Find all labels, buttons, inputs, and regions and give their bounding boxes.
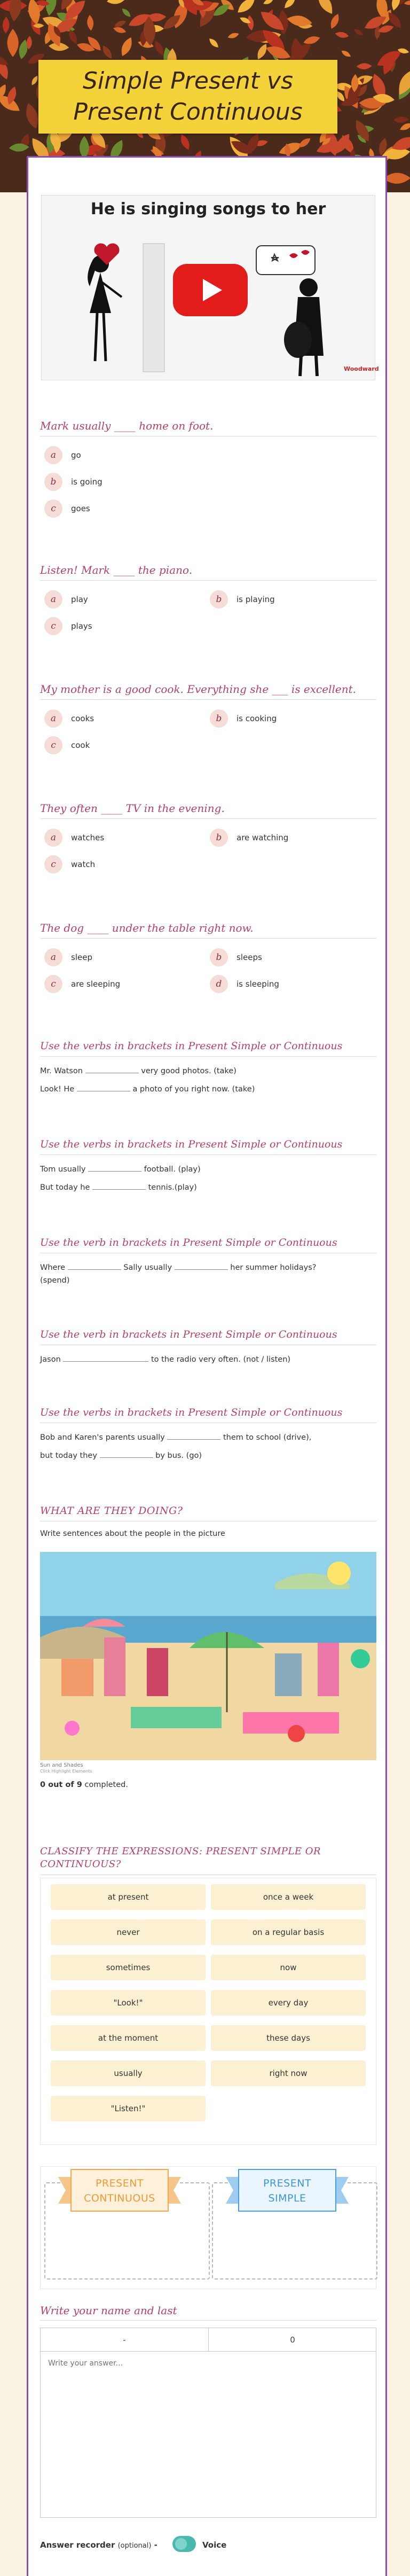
answer-blank[interactable]	[167, 1432, 220, 1440]
leaf-decoration	[30, 75, 39, 87]
man-with-guitar-figure	[277, 276, 346, 377]
divider	[40, 699, 376, 700]
fill-sentence	[40, 1164, 201, 1175]
option-letter[interactable]: b	[210, 590, 228, 608]
classify-heading-line-2: CONTINUOUS?	[40, 1859, 121, 1870]
fill-sentence	[40, 1432, 311, 1443]
name-heading: Write your name and last	[40, 2304, 177, 2317]
option-letter[interactable]: b	[210, 709, 228, 728]
name-answer-table	[40, 2328, 376, 2518]
video-watermark: Woodward	[344, 365, 379, 372]
leaf-decoration	[113, 19, 127, 29]
divider	[40, 2320, 376, 2321]
option-letter[interactable]: c	[44, 736, 62, 754]
fill-text-part: football. (play)	[144, 1165, 201, 1174]
recorder-label: Answer recorder	[40, 2540, 115, 2550]
fill-text-part: Jason	[40, 1355, 61, 1364]
leaf-decoration	[208, 37, 220, 49]
question-2: Listen! Mark ____ the piano.	[40, 564, 193, 576]
recorder-optional: (optional)	[117, 2542, 152, 2550]
video-player[interactable]	[41, 195, 379, 380]
divider	[40, 1154, 376, 1155]
option-letter[interactable]: b	[44, 473, 62, 491]
fill-heading-4: Use the verb in brackets in Present Simple or Continuous	[40, 1329, 337, 1340]
divider	[40, 1056, 376, 1057]
fill-text-part: Where	[40, 1263, 66, 1272]
leaf-decoration	[335, 31, 350, 39]
option-text[interactable]: cooks	[71, 714, 94, 723]
fill-text-part: her summer holidays?	[230, 1263, 317, 1272]
category-continuous-label	[73, 2171, 167, 2211]
fill-heading-2: Use the verbs in brackets in Present Simple or Continuous	[40, 1138, 343, 1150]
name-column-2[interactable]: 0	[209, 2328, 376, 2352]
title-line-1: Simple Present vs	[82, 67, 293, 95]
question-4: They often ____ TV in the evening.	[40, 802, 225, 815]
progress-suffix: completed.	[84, 1781, 128, 1789]
divider	[40, 938, 376, 939]
leaf-decoration	[7, 29, 19, 57]
leaf-decoration	[119, 36, 135, 58]
leaf-decoration	[100, 44, 114, 60]
option-letter[interactable]: a	[44, 446, 62, 464]
expression-chip[interactable]: at present	[51, 1884, 206, 1910]
option-text[interactable]: go	[71, 450, 81, 460]
option-text[interactable]: are sleeping	[71, 979, 121, 989]
expression-chip[interactable]: on a regular basis	[211, 1919, 366, 1945]
leaf-decoration	[302, 34, 321, 46]
divider	[40, 818, 376, 819]
option-text[interactable]: is cooking	[236, 714, 277, 723]
fill-text-part: but today they	[40, 1451, 97, 1460]
leaf-decoration	[357, 63, 372, 70]
fill-sentence	[40, 1084, 255, 1095]
expression-chip[interactable]: never	[51, 1919, 206, 1945]
option-text[interactable]: plays	[71, 621, 92, 631]
leaf-decoration	[121, 7, 132, 19]
leaf-decoration	[235, 0, 258, 16]
expression-chip[interactable]: at the moment	[51, 2025, 206, 2051]
expression-chip[interactable]: usually	[51, 2060, 206, 2086]
doing-instruction: Write sentences about the people in the picture	[40, 1529, 225, 1538]
leaf-decoration	[255, 42, 269, 61]
category-simple-line-1: PRESENT	[263, 2177, 312, 2189]
leaf-decoration	[340, 49, 352, 59]
answer-blank[interactable]	[100, 1450, 153, 1458]
beach-scene-image[interactable]	[40, 1552, 376, 1760]
option-text[interactable]: is sleeping	[236, 979, 279, 989]
recorder-dash: -	[154, 2540, 157, 2550]
fill-sentence: (spend)	[40, 1276, 70, 1285]
fill-text-part: Mr. Watson	[40, 1067, 83, 1075]
fill-sentence	[40, 1182, 197, 1193]
option-text[interactable]: goes	[71, 504, 90, 513]
leaf-decoration	[262, 0, 274, 6]
fill-text-part: very good photos. (take)	[141, 1067, 236, 1075]
fill-text-part: by bus. (go)	[155, 1451, 202, 1460]
question-5: The dog ____ under the table right now.	[40, 922, 254, 934]
fill-heading-1: Use the verbs in brackets in Present Simple or Continuous	[40, 1040, 343, 1052]
fill-text-part: Bob and Karen's parents usually	[40, 1433, 165, 1442]
heart-icon	[93, 243, 121, 266]
option-text[interactable]: is playing	[236, 595, 275, 604]
progress-count: 0 out of 9	[40, 1781, 82, 1789]
question-3: My mother is a good cook. Everything she ___ is excellent.	[40, 683, 356, 696]
leaf-decoration	[178, 133, 192, 152]
question-1: Mark usually ____ home on foot.	[40, 419, 214, 432]
leaf-decoration	[86, 14, 94, 31]
classify-heading: CLASSIFY THE EXPRESSIONS: PRESENT SIMPLE OR	[40, 1846, 321, 1857]
answer-blank[interactable]	[92, 1182, 146, 1190]
leaf-decoration	[314, 0, 336, 17]
expression-chip[interactable]: these days	[211, 2025, 366, 2051]
answer-blank[interactable]	[77, 1084, 130, 1091]
category-continuous-line-1: PRESENT	[95, 2177, 144, 2189]
expression-chip[interactable]: now	[211, 1955, 366, 1980]
play-icon[interactable]	[173, 264, 248, 316]
fill-text-part: Look! He	[40, 1085, 75, 1094]
leaf-decoration	[277, 139, 304, 158]
option-text[interactable]: play	[71, 595, 88, 604]
option-letter[interactable]: a	[44, 829, 62, 847]
page-title	[38, 60, 337, 134]
title-line-2: Present Continuous	[73, 98, 303, 126]
expression-chip[interactable]: "Look!"	[51, 1990, 206, 2016]
leaf-decoration	[113, 26, 127, 35]
answer-blank[interactable]	[85, 1066, 139, 1073]
fill-text-part: them to school (drive),	[223, 1433, 312, 1442]
expression-chip[interactable]: every day	[211, 1990, 366, 2016]
leaf-decoration	[8, 0, 23, 22]
leaf-decoration	[353, 27, 364, 37]
fill-sentence	[40, 1450, 202, 1461]
worksheet-card	[27, 156, 387, 2576]
expression-chip[interactable]: once a week	[211, 1884, 366, 1910]
option-text[interactable]: cook	[71, 740, 90, 750]
fill-sentence	[40, 1262, 316, 1273]
fill-text-part: But today he	[40, 1183, 90, 1192]
name-column-1[interactable]: -	[41, 2328, 209, 2352]
leaf-decoration	[383, 173, 410, 184]
fill-text-part: tennis.(play)	[148, 1183, 197, 1192]
fill-heading-5: Use the verbs in brackets in Present Simple or Continuous	[40, 1407, 343, 1418]
leaf-decoration	[399, 121, 410, 132]
option-text[interactable]: sleeps	[236, 953, 262, 962]
option-text[interactable]: watch	[71, 860, 96, 869]
voice-toggle[interactable]	[172, 2536, 196, 2552]
answer-recorder-label	[40, 2540, 157, 2550]
fill-text-part: a photo of you right now. (take)	[132, 1085, 255, 1094]
fill-text-part: Sally usually	[123, 1263, 172, 1272]
option-text[interactable]: watches	[71, 833, 105, 842]
option-text[interactable]: sleep	[71, 953, 92, 962]
fill-text-part: to the radio very often. (not / listen)	[151, 1355, 291, 1364]
fill-sentence	[40, 1354, 290, 1365]
expression-chip[interactable]: right now	[211, 2060, 366, 2086]
leaf-decoration	[328, 12, 341, 30]
answer-blank[interactable]	[88, 1164, 141, 1172]
image-caption-sub: Click Highlight Elements	[40, 1769, 92, 1774]
category-simple-line-2: SIMPLE	[268, 2192, 306, 2204]
option-letter[interactable]: b	[210, 829, 228, 847]
video-title: He is singing songs to her	[90, 200, 326, 218]
doing-heading: WHAT ARE THEY DOING?	[40, 1505, 183, 1517]
leaf-decoration	[393, 116, 409, 123]
answer-blank[interactable]	[68, 1262, 121, 1270]
fill-sentence	[40, 1066, 236, 1076]
option-letter[interactable]: a	[44, 709, 62, 728]
expression-chip[interactable]: "Listen!"	[51, 2096, 206, 2121]
option-letter[interactable]: c	[44, 855, 62, 873]
microphone-stand	[138, 244, 170, 383]
option-letter[interactable]: a	[44, 948, 62, 966]
option-letter[interactable]: a	[44, 590, 62, 608]
leaf-decoration	[227, 32, 240, 40]
fill-heading-3: Use the verb in brackets in Present Simple or Continuous	[40, 1237, 337, 1248]
option-letter[interactable]: c	[44, 499, 62, 518]
option-text[interactable]: is going	[71, 477, 102, 487]
answer-blank[interactable]	[175, 1262, 228, 1270]
fill-text-part: Tom usually	[40, 1165, 86, 1174]
answer-blank[interactable]	[63, 1354, 148, 1362]
option-letter[interactable]: d	[210, 975, 228, 993]
option-text[interactable]: are watching	[236, 833, 289, 842]
image-caption: Sun and Shades	[40, 1762, 83, 1768]
progress-text	[40, 1779, 128, 1790]
option-letter[interactable]: c	[44, 617, 62, 635]
category-continuous-line-2: CONTINUOUS	[84, 2192, 155, 2204]
option-letter[interactable]: b	[210, 948, 228, 966]
expression-chip[interactable]: sometimes	[51, 1955, 206, 1980]
leaf-decoration	[2, 17, 10, 34]
option-letter[interactable]: c	[44, 975, 62, 993]
voice-label: Voice	[202, 2540, 227, 2550]
divider	[40, 580, 376, 581]
woman-figure	[74, 249, 132, 366]
leaf-decoration	[282, 0, 297, 10]
category-simple-label	[240, 2171, 334, 2211]
toggle-knob	[175, 2538, 187, 2550]
leaf-decoration	[106, 0, 127, 5]
answer-textarea[interactable]	[41, 2352, 376, 2517]
